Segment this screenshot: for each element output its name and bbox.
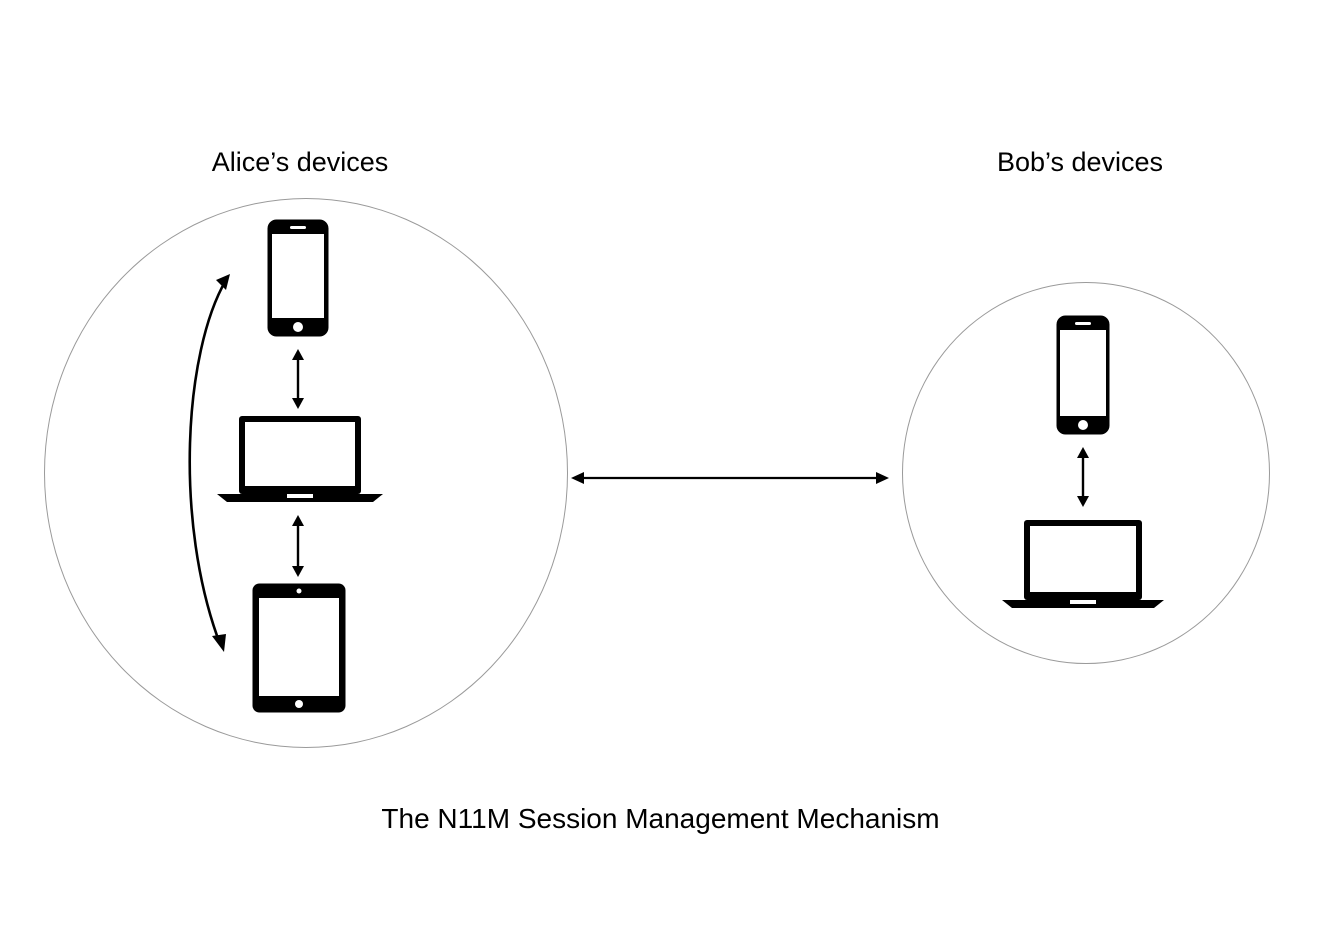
bob-laptop-icon [1002,518,1164,614]
alice-tablet-icon [251,582,347,714]
alice-smartphone-icon [266,218,330,338]
bob-group-label: Bob’s devices [996,147,1164,177]
diagram-caption: The N11M Session Management Mechanism [381,803,940,834]
connector-bob-phone-laptop [1063,446,1103,508]
connector-alice-bob-link [570,458,890,498]
connector-alice-phone-laptop [278,348,318,410]
bob-smartphone-icon [1055,314,1111,436]
connector-alice-phone-tablet-curve [170,262,250,662]
connector-alice-laptop-tablet [278,514,318,578]
alice-group-label: Alice’s devices [211,147,389,177]
